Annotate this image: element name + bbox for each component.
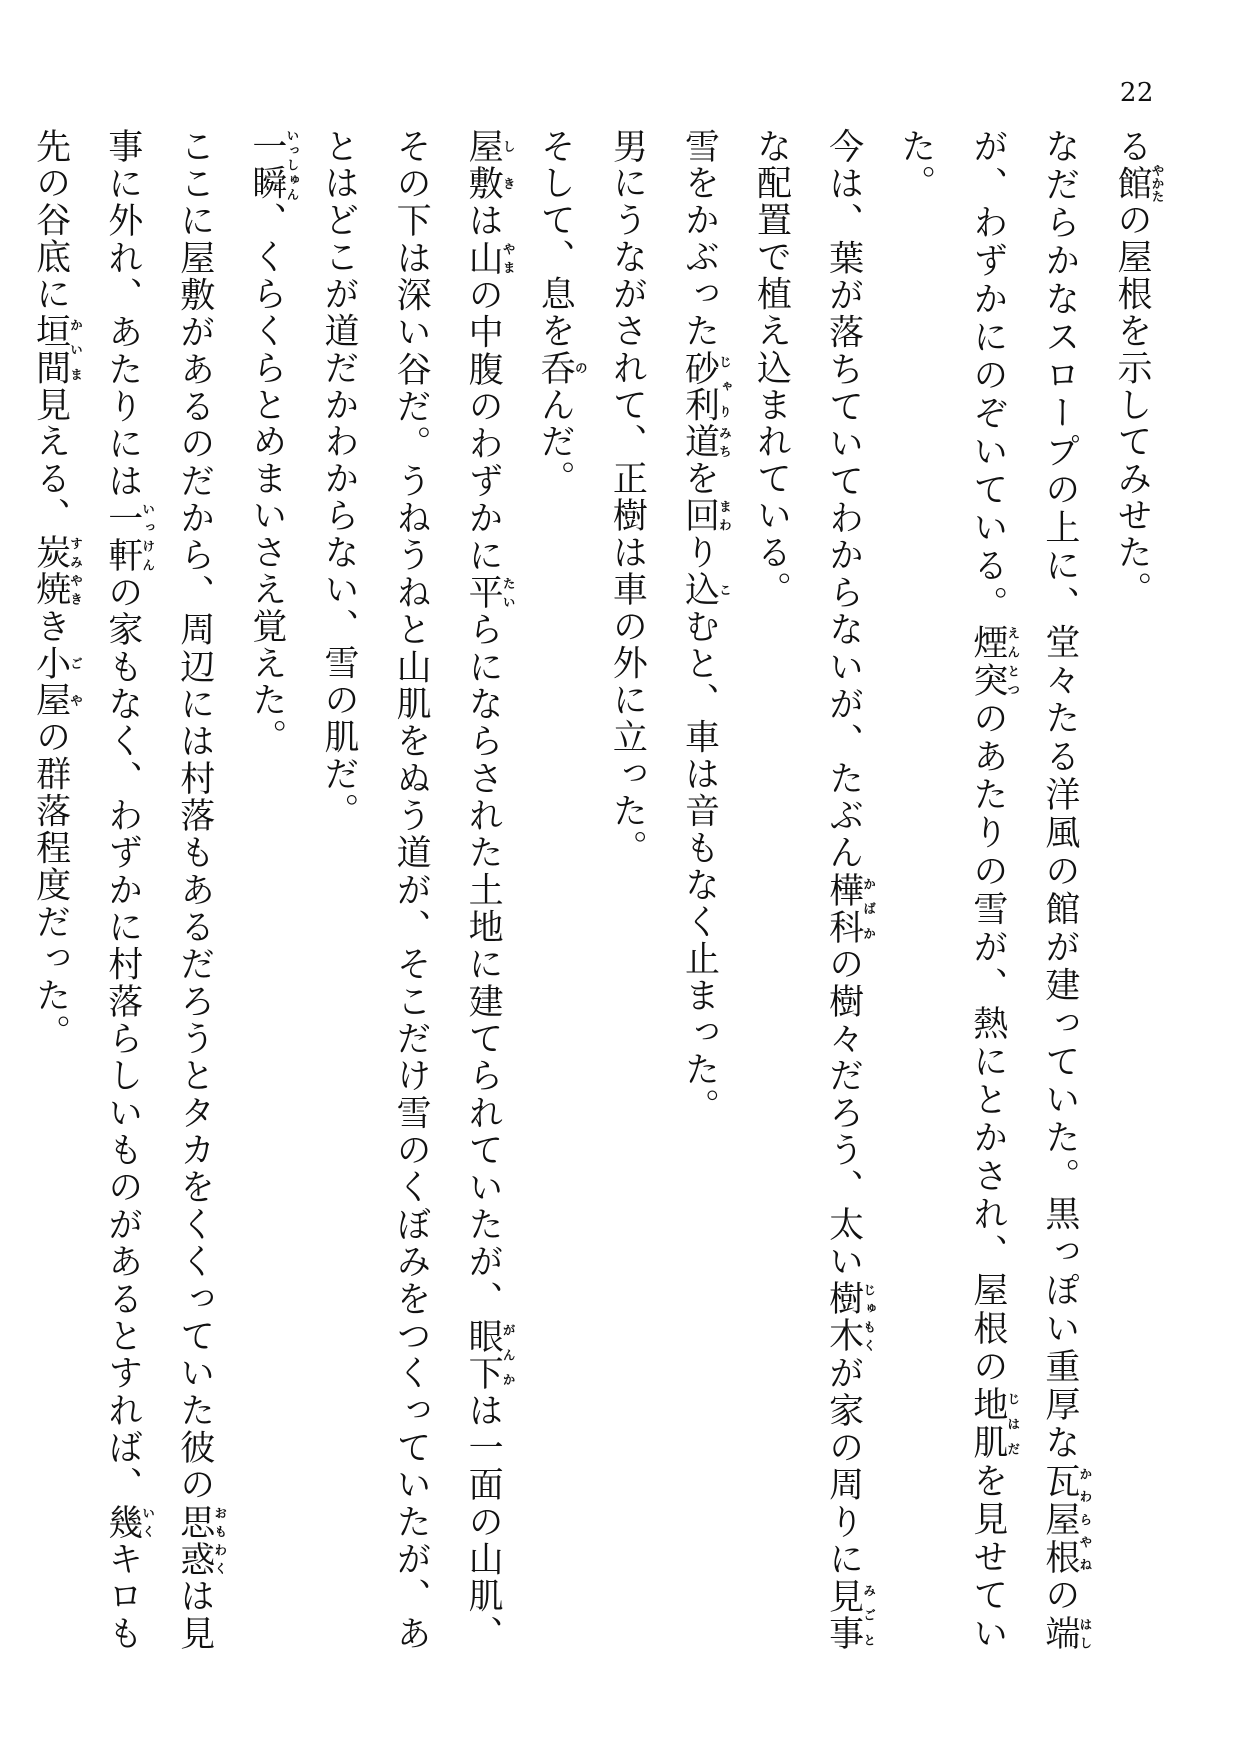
ruby-isshun: 一瞬いっしゅん [246, 128, 300, 202]
ruby-tai: 平たい [463, 574, 516, 612]
ruby-migoto: 見事みごと [823, 1577, 877, 1652]
ruby-no: 呑の [535, 349, 588, 387]
ruby-ko: 込こ [679, 571, 732, 609]
paragraph-5: 男にうながされて、正樹は車の外に立った。 [607, 128, 648, 867]
ruby-kaima: 垣間かいま [30, 312, 84, 387]
paragraph-1: る館やかたの屋根を示してみせた。 [1112, 128, 1165, 609]
ruby-michi: 道みち [679, 423, 732, 461]
ruby-goya: 小屋ごや [30, 644, 84, 719]
ruby-sumiyaki: 炭焼すみやき [30, 534, 84, 609]
ruby-kabaka: 樺科かばか [823, 871, 877, 946]
ruby-yama: 山やま [463, 239, 516, 277]
ruby-shiki: 屋敷しき [463, 128, 516, 203]
paragraph-3: 今は、葉が落ちていてわからないが、たぶん樺科かばかの樹々だろう、太い樹木じゅもくが家の周りに見事みごとな配置で植え込まれている。 [751, 128, 877, 1652]
ruby-ikken: 一軒いっけん [102, 499, 156, 575]
ruby-hashi: 端はし [1039, 1615, 1093, 1652]
page-number: 22 [1119, 78, 1154, 108]
paragraph-7: 屋敷しきは山やまの中腹のわずかに平たいらにならされた土地に建てられていたが、眼下がんかは一面の山肌、その下は深い谷だ。うねうねと山肌をぬう道が、そこだけ雪のくぼみをつくっていたが、あとはどこが道だかわからない、雪の肌だ。 [318, 128, 516, 1652]
paragraph-2: なだらかなスロープの上に、堂々たる洋風の館が建っていた。黒っぽい重厚な瓦屋根かわらやねの端はしが、わずかにのぞいている。煙突えんとつのあたりの雪が、熱にとかされ、屋根の地肌じはだを見せていた。 [895, 128, 1093, 1652]
paragraph-6: そして、息を呑のんだ。 [535, 128, 588, 498]
ruby-yakata: 館やかた [1112, 164, 1165, 203]
paragraph-8: 一瞬いっしゅん、くらくらとめまいさえ覚えた。 [246, 128, 300, 756]
ruby-iku: 幾いく [102, 1503, 156, 1541]
ruby-jihada: 地肌じはだ [967, 1386, 1021, 1463]
ruby-jari: 砂利じゃり [679, 349, 732, 424]
ruby-jumoku: 樹木じゅもく [823, 1280, 877, 1355]
ruby-mawa: 回まわ [679, 497, 732, 535]
ruby-kawarayane: 瓦屋根かわらやね [1039, 1462, 1093, 1577]
ruby-omowaku: 思惑おもわく [174, 1503, 228, 1578]
page-body-text [30, 128, 1168, 1652]
ruby-ganka: 眼下がんか [463, 1317, 516, 1393]
ruby-entotsu: 煙突えんとつ [967, 623, 1021, 700]
paragraph-4: 雪をかぶった砂利じゃり道みちを回まわり込こむと、車は音もなく止まった。 [679, 128, 732, 1126]
paragraph-9: ここに屋敷があるのだから、周辺には村落もあるだろうとタカをくくっていた彼の思惑おもわくは見事に外れ、あたりには一軒いっけんの家もなく、わずかに村落らしいものがあるとすれば、幾いくキロも先の谷底に垣間かいま見える、炭焼すみやきき小屋ごやの群落程度だった。 [30, 128, 228, 1652]
